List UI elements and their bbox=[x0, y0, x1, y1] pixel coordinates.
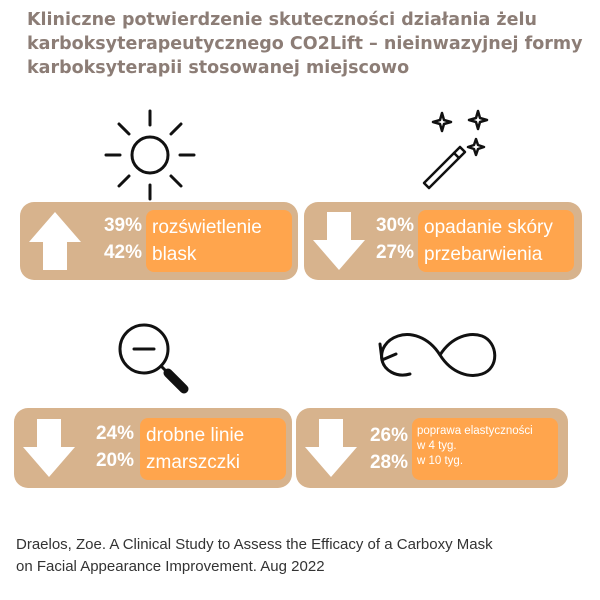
stat-value-1: 30% bbox=[375, 215, 414, 236]
citation-line-1: Draelos, Zoe. A Clinical Study to Assess the Efficacy of a Carboxy Mask bbox=[16, 536, 493, 553]
magic-wand-icon bbox=[410, 105, 500, 195]
stat-label-2: zmarszczki bbox=[146, 452, 240, 473]
stat-label-2: blask bbox=[152, 244, 197, 265]
title-line-2: karboksyterapeutycznego CO2Lift – nieinwazyjnej formy bbox=[27, 34, 583, 54]
stat-labels bbox=[140, 418, 286, 480]
stat-card-fine-lines bbox=[14, 408, 292, 488]
sun-icon bbox=[100, 105, 200, 205]
page-title bbox=[27, 8, 587, 80]
stat-card-elasticity bbox=[296, 408, 568, 488]
stat-card-sagging bbox=[304, 202, 582, 280]
stat-label-1: poprawa elastyczności bbox=[417, 425, 533, 437]
stat-value-1: 26% bbox=[369, 425, 408, 446]
stat-value-2: 28% bbox=[369, 452, 408, 473]
stat-labels bbox=[412, 418, 558, 480]
stat-values bbox=[350, 422, 408, 476]
title-line-3: karboksyterapii stosowanej miejscowo bbox=[27, 58, 410, 78]
stat-label-1: rozświetlenie bbox=[152, 217, 262, 238]
stat-values bbox=[84, 212, 142, 266]
citation bbox=[16, 534, 586, 578]
stat-value-1: 39% bbox=[103, 215, 142, 236]
stat-labels bbox=[418, 210, 574, 272]
stat-value-2: 42% bbox=[103, 242, 142, 263]
stat-values bbox=[76, 420, 134, 474]
title-line-1: Kliniczne potwierdzenie skuteczności działania żelu bbox=[27, 10, 537, 30]
infinity-loop-icon bbox=[370, 320, 510, 390]
stat-label-1: opadanie skóry bbox=[424, 217, 553, 238]
citation-line-2: on Facial Appearance Improvement. Aug 2022 bbox=[16, 558, 325, 575]
arrow-up-icon bbox=[28, 210, 82, 272]
stat-value-2: 20% bbox=[95, 450, 134, 471]
stat-value-1: 24% bbox=[95, 423, 134, 444]
stat-labels bbox=[146, 210, 292, 272]
stat-label-2: w 4 tyg. bbox=[417, 440, 457, 452]
stat-card-brightness bbox=[20, 202, 298, 280]
magnifier-icon bbox=[110, 315, 200, 405]
arrow-down-icon bbox=[22, 417, 76, 479]
stat-values bbox=[356, 212, 414, 266]
stat-label-1: drobne linie bbox=[146, 425, 245, 446]
stat-label-2: przebarwienia bbox=[424, 244, 543, 265]
stat-value-2: 27% bbox=[375, 242, 414, 263]
stat-label-3: w 10 tyg. bbox=[417, 455, 464, 467]
